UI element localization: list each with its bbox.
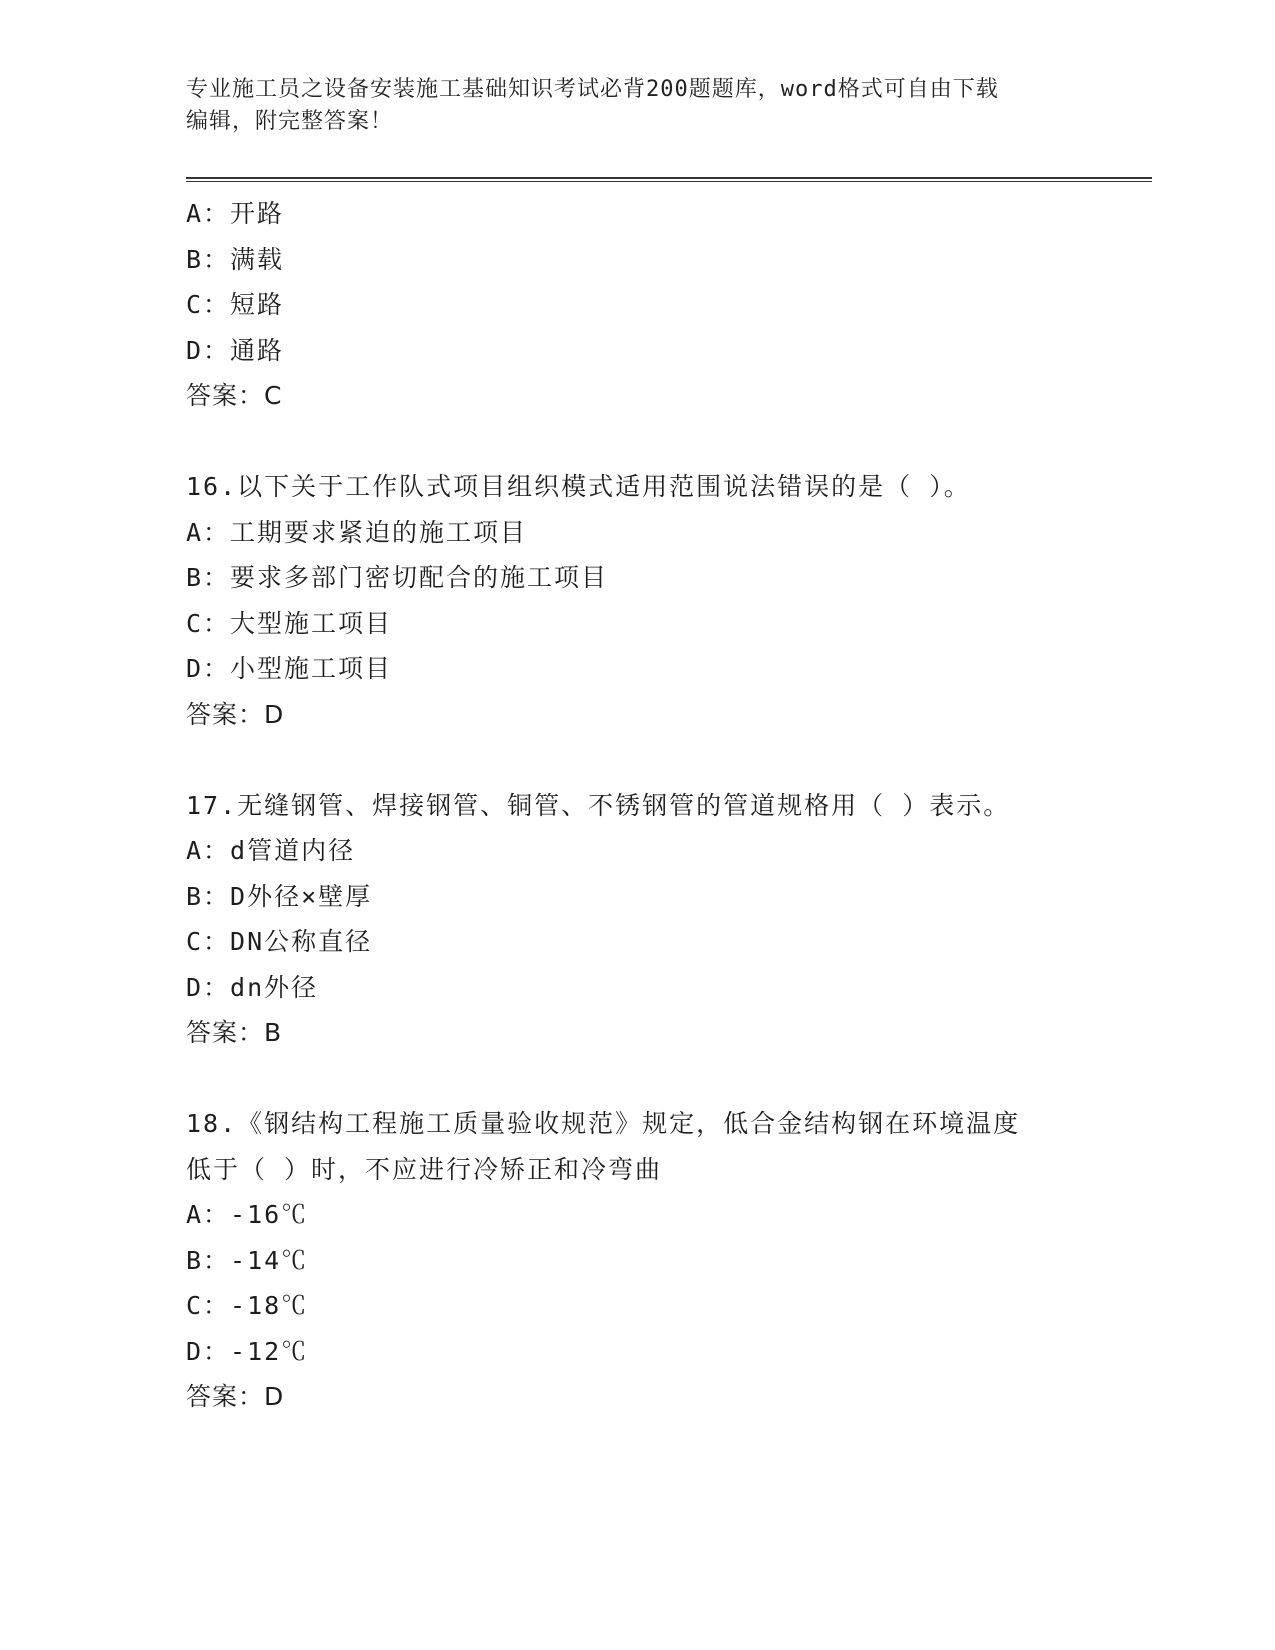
question-stem-line-2: 低于（ ）时，不应进行冷矫正和冷弯曲 xyxy=(186,1154,663,1184)
answer-line: 答案：B xyxy=(186,1018,283,1047)
header-divider-thick xyxy=(186,177,1152,179)
header-divider-thin xyxy=(186,181,1152,182)
option-b: B：D外径×壁厚 xyxy=(186,881,373,911)
question-16-block xyxy=(186,464,1106,737)
header-title-line-1: 专业施工员之设备安装施工基础知识考试必背200题题库，word格式可自由下载 xyxy=(186,77,999,102)
question-stem: 16.以下关于工作队式项目组织模式适用范围说法错误的是（ ）。 xyxy=(186,472,971,501)
option-c: C：短路 xyxy=(186,290,285,319)
option-b: B：-14℃ xyxy=(186,1245,309,1275)
option-a: A：-16℃ xyxy=(186,1200,309,1229)
option-b: B：要求多部门密切配合的施工项目 xyxy=(186,563,609,592)
option-d: D：-12℃ xyxy=(186,1336,309,1366)
option-b: B：满载 xyxy=(186,244,285,274)
option-a: A：开路 xyxy=(186,199,285,228)
spacer xyxy=(186,419,1106,465)
spacer xyxy=(186,737,1106,783)
option-c: C：大型施工项目 xyxy=(186,608,393,638)
answer-line: 答案：D xyxy=(186,699,285,729)
question-18-block xyxy=(186,1101,1106,1420)
question-content xyxy=(186,191,1106,1420)
option-a: A：d管道内径 xyxy=(186,836,356,865)
spacer xyxy=(186,1056,1106,1102)
question-stem-line-1: 18.《钢结构工程施工质量验收规范》规定，低合金结构钢在环境温度 xyxy=(186,1109,1021,1138)
header-title-line-2: 编辑，附完整答案！ xyxy=(186,109,394,134)
answer-line: 答案：D xyxy=(186,1382,285,1411)
option-d: D：小型施工项目 xyxy=(186,654,393,683)
question-15-block xyxy=(186,191,1106,419)
option-d: D：dn外径 xyxy=(186,972,319,1002)
option-c: C：DN公称直径 xyxy=(186,927,373,956)
answer-line: 答案：C xyxy=(186,381,283,410)
document-header xyxy=(186,74,1086,138)
option-d: D：通路 xyxy=(186,335,285,365)
option-c: C：-18℃ xyxy=(186,1291,309,1320)
question-stem: 17.无缝钢管、焊接钢管、铜管、不锈钢管的管道规格用（ ）表示。 xyxy=(186,790,1011,820)
option-a: A：工期要求紧迫的施工项目 xyxy=(186,517,528,547)
question-17-block xyxy=(186,783,1106,1056)
